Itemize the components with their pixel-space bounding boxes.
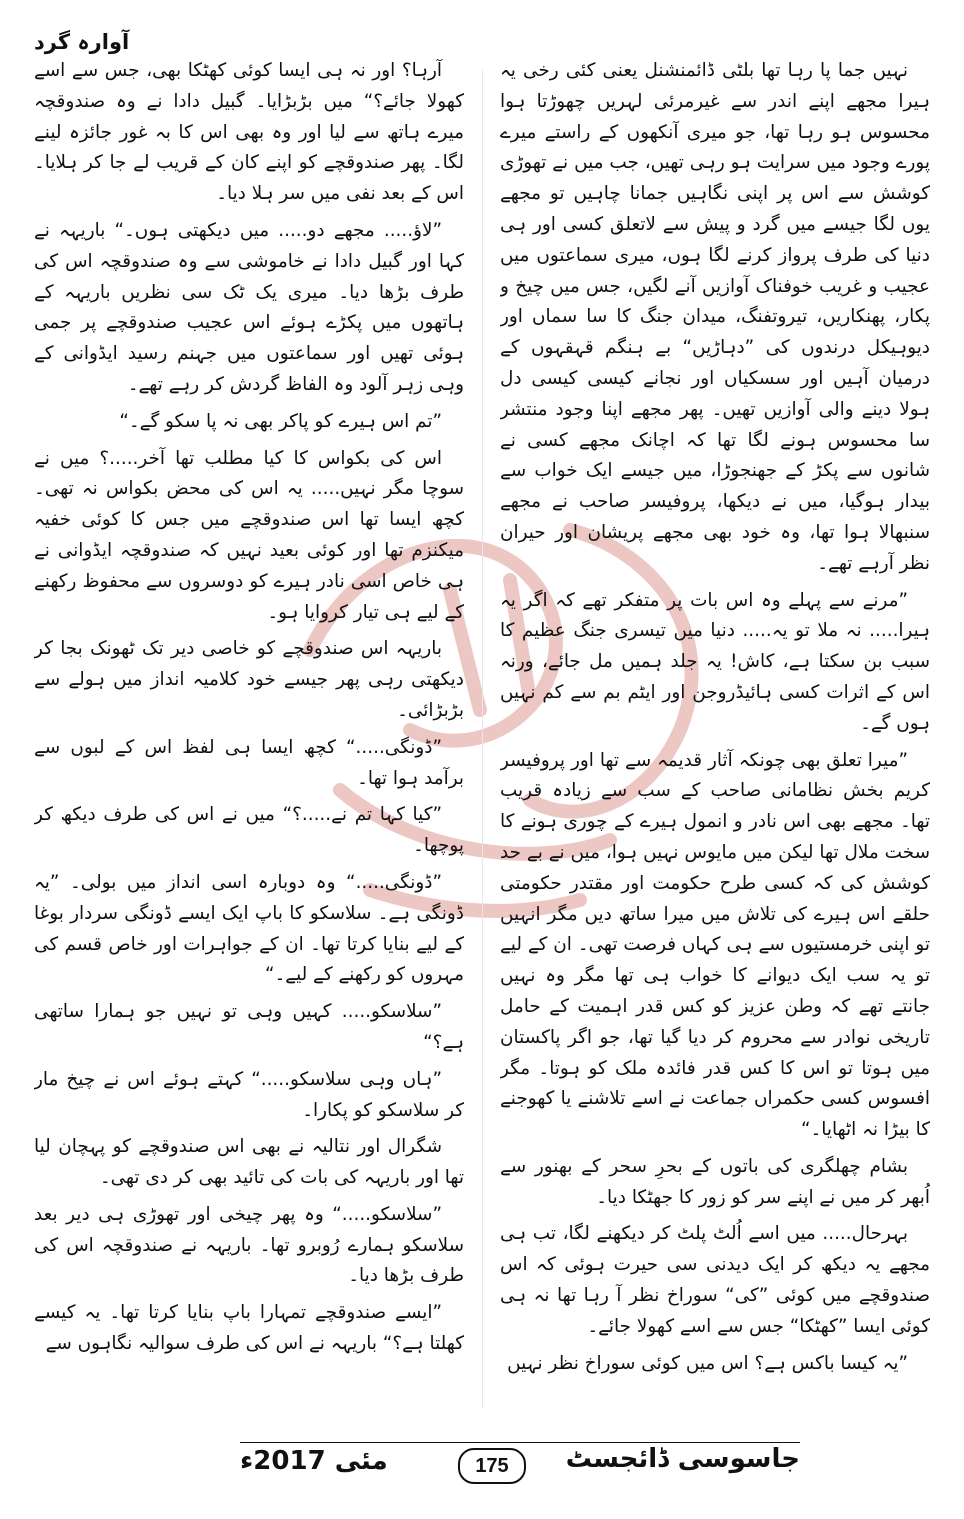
page-number: 175 (458, 1448, 526, 1484)
paragraph: ”ایسے صندوقچے تمہارا باپ بنایا کرتا تھا۔ یہ کیسے کھلتا ہے؟“ باریہہ نے اس کی طرف سوالیہ نگاہوں سے (34, 1302, 464, 1355)
footer-rule (240, 1442, 800, 1443)
article-column-right (500, 56, 930, 1409)
paragraph: شگرال اور نتالیہ نے بھی اس صندوقچے کو پہچان لیا تھا اور باریہہ کی بات کی تائید بھی کر دی تھی۔ (34, 1136, 464, 1189)
paragraph: ”کیا کہا تم نے.....؟“ میں نے اس کی طرف دیکھ کر پوچھا۔ (34, 804, 464, 857)
paragraph: بشام چھلگری کی باتوں کے بحرِ سحر کے بھنور سے اُبھر کر میں نے اپنے سر کو زور کا جھٹکا دیا۔ (500, 1155, 930, 1208)
article-column-left (34, 56, 464, 1409)
paragraph: بہرحال..... میں اسے اُلٹ پلٹ کر دیکھنے لگا، تب ہی مجھے یہ دیکھ کر ایک دیدنی سی حیرت ہوئی کہ اس صندوقچے میں کوئی ”کی“ سوراخ نظر آ رہا تھا نہ ہی کوئی ایسا ”کھٹکا“ جس سے اسے کھولا جائے۔ (500, 1223, 930, 1337)
page-footer (240, 1436, 800, 1490)
running-title: آوارہ گرد (34, 30, 130, 54)
paragraph: ”یہ کیسا باکس ہے؟ اس میں کوئی سوراخ نظر نہیں (507, 1352, 908, 1374)
paragraph: آرہا؟ اور نہ ہی ایسا کوئی کھٹکا بھی، جس سے اسے کھولا جائے؟“ میں بڑبڑایا۔ گبیل دادا نے وہ صندوقچہ میرے ہاتھ سے لیا اور وہ بھی اس کا بہ غور جائزہ لینے لگا۔ پھر صندوقچے کو اپنے کان کے قریب لے جا کر ہلایا۔ اس کے بعد نفی میں سر ہلا دیا۔ (34, 60, 464, 205)
paragraph: اس کی بکواس کا کیا مطلب تھا آخر.....؟ میں نے سوچا مگر نہیں..... یہ اس کی محض بکواس نہ تھی۔ کچھ ایسا تھا اس صندوقچے میں جس کا کوئی خفیہ میکنزم تھا اور کوئی بعید نہیں کہ صندوقچہ ایڈوانی نے ہی خاص اسی نادر ہیرے کو دوسروں سے محفوظ رکھنے کے لیے ہی تیار کروایا ہو۔ (34, 447, 464, 623)
paragraph: ”تم اس ہیرے کو پاکر بھی نہ پا سکو گے۔“ (119, 410, 442, 432)
paragraph: ”مرنے سے پہلے وہ اس بات پر متفکر تھے کہ اگر یہ ہیرا..... نہ ملا تو یہ..... دنیا میں تیسری جنگ عظیم کا سبب بن سکتا ہے، کاش! یہ جلد ہمیں مل جائے، ورنہ اس کے اثرات کسی ہائیڈروجن اور ایٹم بم سے کم نہیں ہوں گے۔ (500, 589, 930, 734)
issue-date: مئی 2017ء (240, 1446, 388, 1476)
column-divider (482, 70, 483, 1409)
paragraph: ”ڈونگی.....“ کچھ ایسا ہی لفظ اس کے لبوں سے برآمد ہوا تھا۔ (34, 736, 464, 789)
paragraph: ”میرا تعلق بھی چونکہ آثار قدیمہ سے تھا اور پروفیسر کریم بخش نظامانی صاحب کے سب سے زیادہ قریب تھا۔ مجھے بھی اس نادر و انمول ہیرے کے چوری ہونے کا سخت ملال تھا لیکن میں مایوس نہیں ہوا، میں نے بے حد کوشش کی کہ کسی طرح حکومت اور مقتدر حکومتی حلقے اس ہیرے کی تلاش میں میرا ساتھ دیں مگر انہیں تو اپنی خرمستیوں سے ہی کہاں فرصت تھی۔ ان کے لیے تو یہ سب ایک دیوانے کا خواب ہی تھا مگر وہ نہیں جانتے تھے کہ وطن عزیز کو کس قدر اہمیت کے حامل تاریخی نوادر سے محروم کر دیا گیا تھا، جو اگر پاکستان میں ہوتا تو اس کا کس قدر فائدہ ملک کو ہوتا۔ مگر افسوس کسی حکمراں جماعت نے اسے تلاشنے یا کھوجنے کا بیڑا نہ اٹھایا۔“ (500, 749, 930, 1141)
paragraph: ”ہاں وہی سلاسکو.....“ کہتے ہوئے اس نے چیخ مار کر سلاسکو کو پکارا۔ (34, 1068, 464, 1121)
paragraph: ”لاؤ..... مجھے دو..... میں دیکھتی ہوں۔“ باریہہ نے کہا اور گبیل دادا نے خاموشی سے وہ صندوقچہ اس کی طرف بڑھا دیا۔ میری یک ٹک سی نظریں باریہہ کے ہاتھوں میں پکڑے ہوئے اس عجیب صندوقچے پر جمی ہوئی تھیں اور سماعتوں میں جہنم رسید ایڈوانی کے وہی زہر آلود وہ الفاظ گردش کر رہے تھے۔ (34, 219, 464, 395)
paragraph: ”سلاسکو.....“ وہ پھر چیخی اور تھوڑی ہی دیر بعد سلاسکو ہمارے رُوبرو تھا۔ باریہہ نے صندوقچہ اس کی طرف بڑھا دیا۔ (34, 1203, 464, 1287)
magazine-name: جاسوسی ڈائجسٹ (565, 1444, 800, 1474)
paragraph: باریہہ اس صندوقچے کو خاصی دیر تک ٹھونک بجا کر دیکھتی رہی پھر جیسے خود کلامیہ انداز میں ہولے سے بڑبڑائی۔ (34, 638, 464, 721)
paragraph: نہیں جما پا رہا تھا بلٹی ڈائمنشنل یعنی کئی رخی یہ ہیرا مجھے اپنے اندر سے غیرمرئی لہریں چھوڑتا ہوا محسوس ہو رہا تھا، جو میری آنکھوں کے راستے میرے پورے وجود میں سرایت ہو رہی تھیں، جب میں نے تھوڑی کوشش سے اس پر اپنی نگاہیں جمانا چاہیں تو مجھے یوں لگا جیسے میں گرد و پیش سے لاتعلق کسی اور ہی دنیا کی طرف پرواز کرنے لگا ہوں، میری سماعتوں میں عجیب و غریب خوفناک آوازیں آنے لگیں، جس میں چیخ و پکار، پھنکاریں، تیروتفنگ، میدان جنگ کا سا سماں اور دیوہیکل درندوں کی ”دہاڑیں“ بے ہنگم قہقہوں کے درمیان آہیں اور سسکیاں اور نجانے کیسی کیسی دل ہولا دینے والی آوازیں تھیں۔ پھر مجھے اپنا وجود منتشر سا محسوس ہونے لگا تھا کہ اچانک مجھے کسی نے شانوں سے پکڑ کے جھنجوڑا، میں جیسے ایک خواب سے بیدار ہوگیا، میں نے دیکھا، پروفیسر صاحب نے مجھے سنبھالا ہوا تھا، وہ خود بھی مجھے پریشان اور حیران نظر آرہے تھے۔ (500, 60, 930, 574)
paragraph: ”ڈونگی.....“ وہ دوبارہ اسی انداز میں بولی۔ ”یہ ڈونگی ہے۔ سلاسکو کا باپ ایک ایسے ڈونگی سردار بوغا کے لیے بنایا کرتا تھا۔ ان کے جواہرات اور خاص قسم کی مہروں کو رکھنے کے لیے۔“ (34, 871, 464, 986)
paragraph: ”سلاسکو..... کہیں وہی تو نہیں جو ہمارا ساتھی ہے؟“ (34, 1001, 464, 1053)
